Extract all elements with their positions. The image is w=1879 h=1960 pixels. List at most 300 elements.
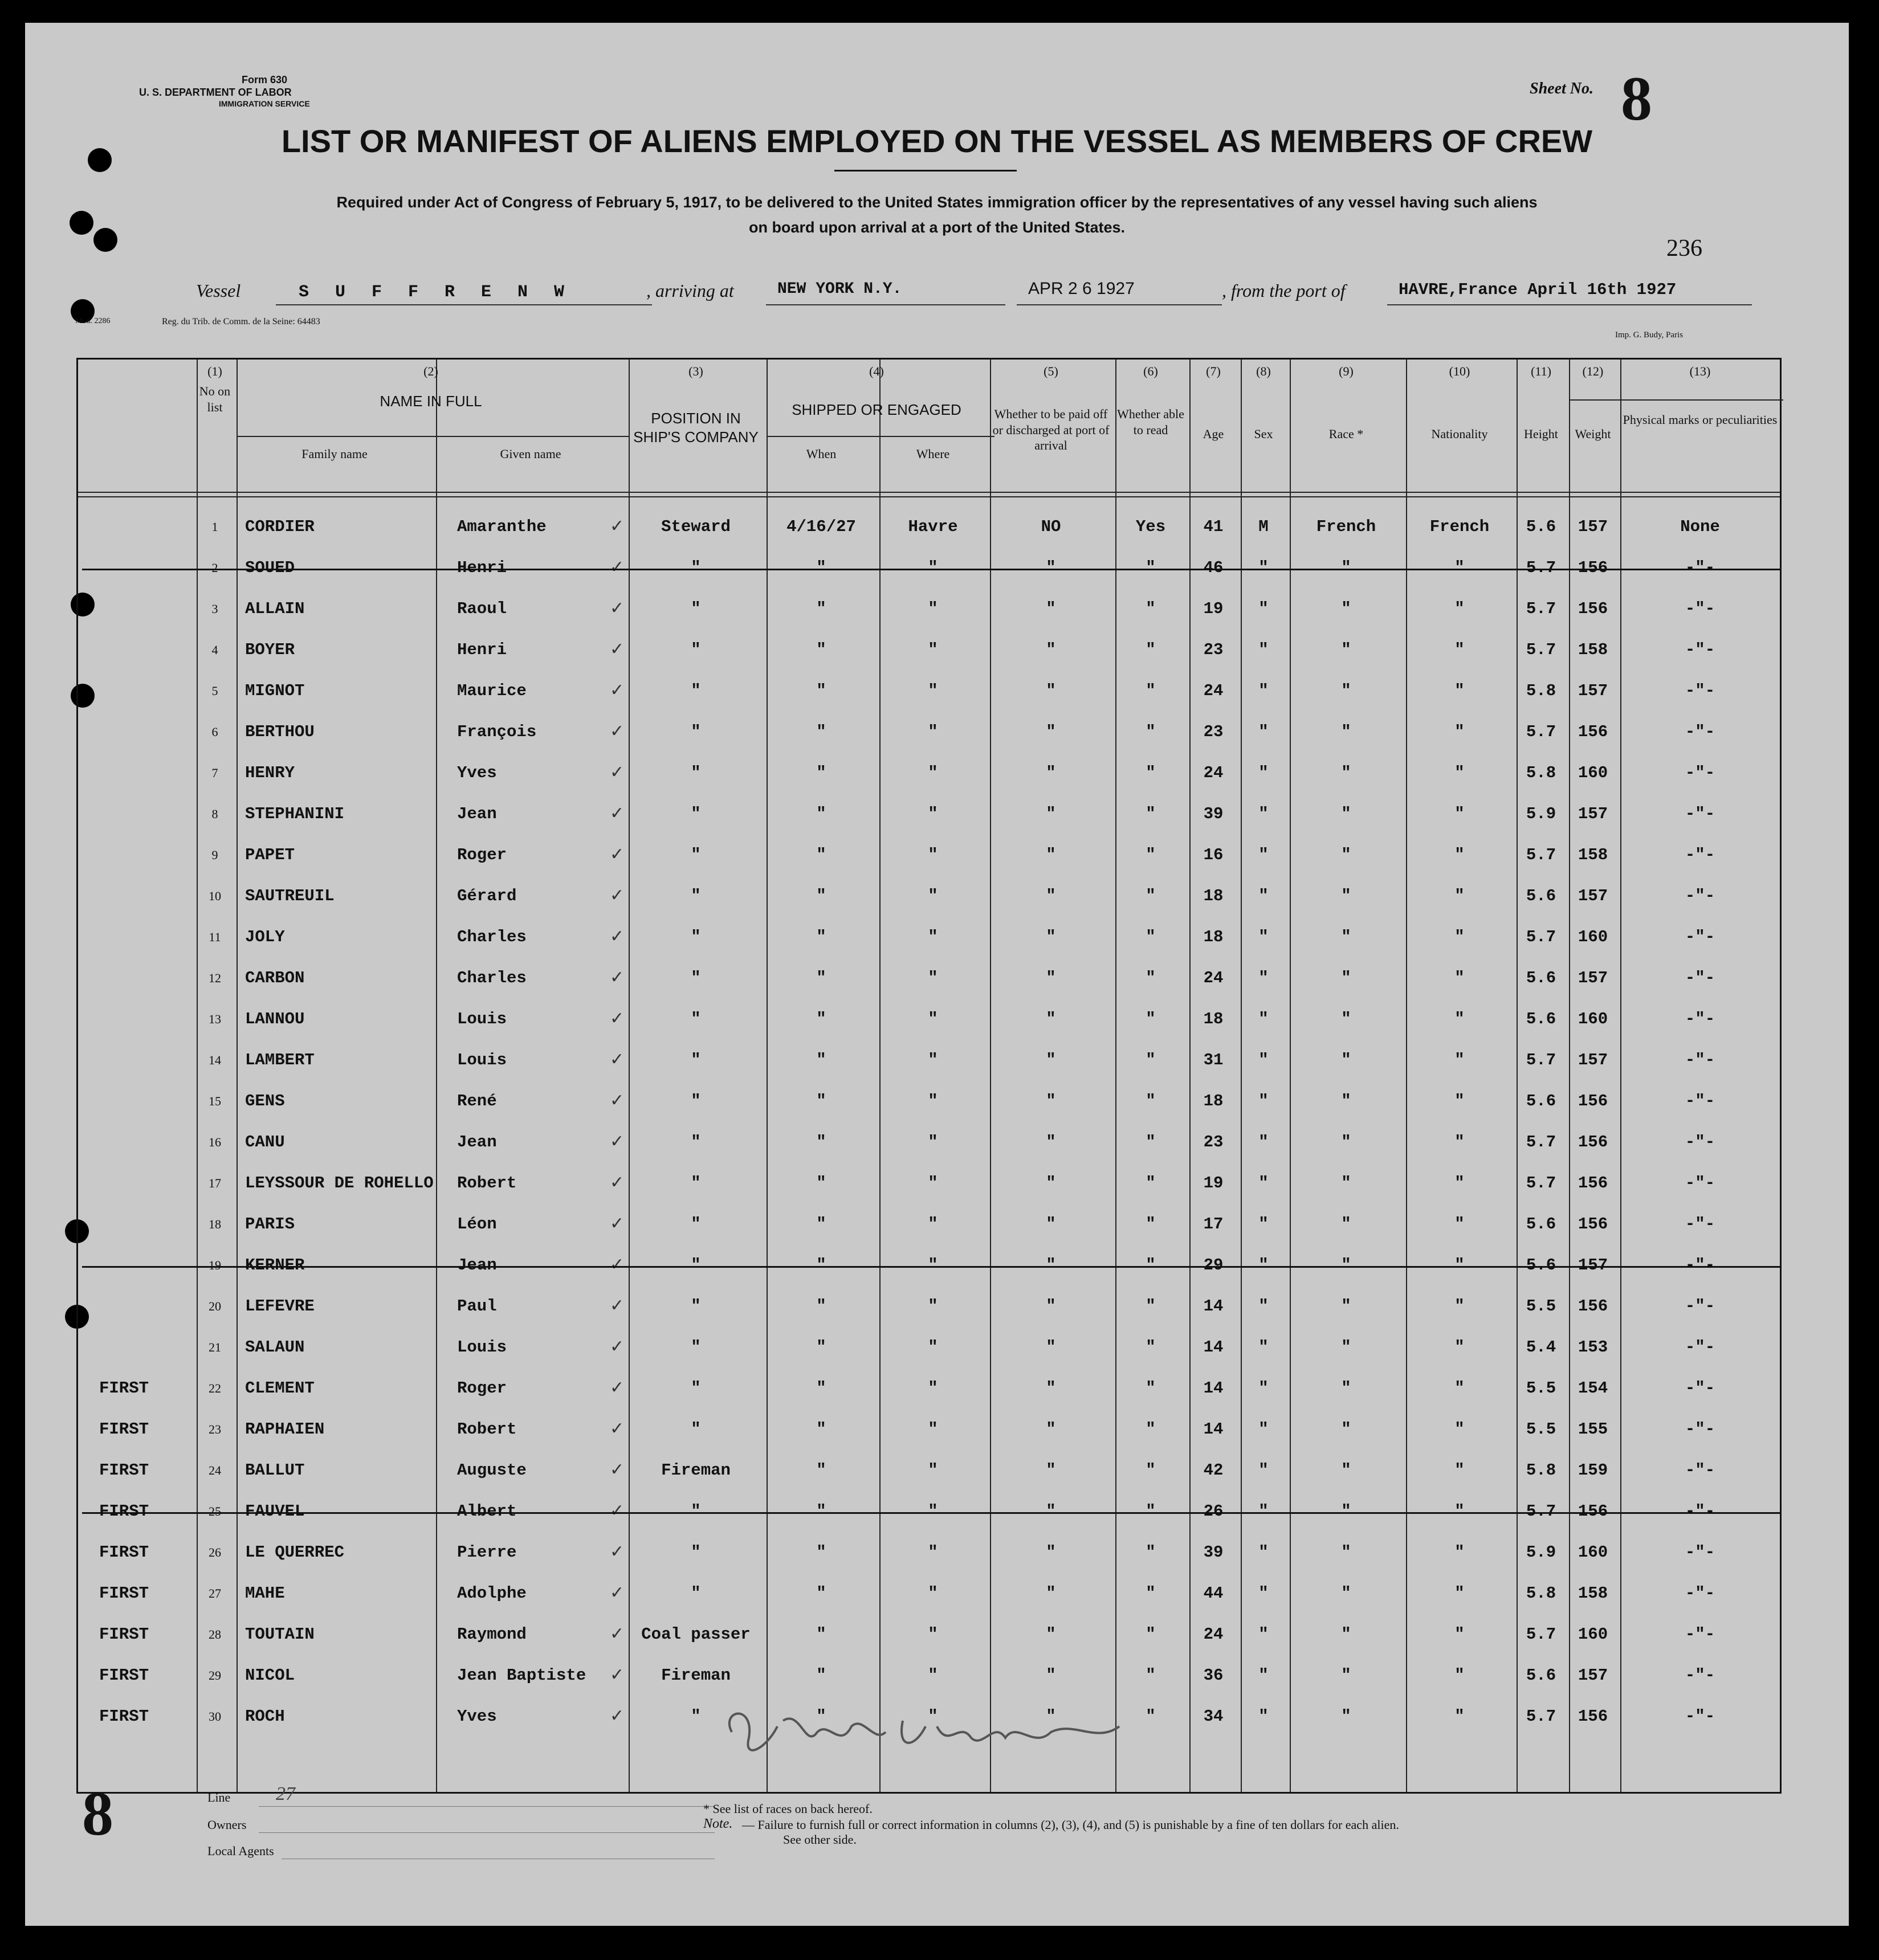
note-label: Note. bbox=[703, 1816, 733, 1831]
row-side-note: FIRST bbox=[99, 1625, 149, 1644]
row-shipped-where: " bbox=[928, 1051, 938, 1069]
row-given-name: Léon bbox=[457, 1215, 497, 1234]
row-paid-off: " bbox=[1046, 1543, 1056, 1562]
row-sex: " bbox=[1258, 1502, 1269, 1521]
row-paid-off: " bbox=[1046, 1584, 1056, 1603]
row-race: " bbox=[1341, 1625, 1351, 1644]
row-race: " bbox=[1341, 681, 1351, 700]
col1-label: No on list bbox=[199, 384, 231, 414]
row-height: 5.5 bbox=[1526, 1420, 1556, 1439]
col9-label: Race * bbox=[1328, 427, 1364, 441]
strike-through-line bbox=[82, 569, 1780, 570]
row-given-name: Yves bbox=[457, 763, 497, 782]
owners-label: Owners bbox=[207, 1818, 247, 1832]
row-weight: 157 bbox=[1578, 517, 1608, 536]
row-race: " bbox=[1341, 1379, 1351, 1398]
departure-port: HAVRE,France April 16th 1927 bbox=[1399, 280, 1677, 299]
row-side-note: FIRST bbox=[99, 1461, 149, 1480]
row-shipped-where: " bbox=[928, 558, 938, 577]
sheet-label: Sheet No. bbox=[1530, 80, 1593, 97]
row-position: " bbox=[691, 763, 701, 782]
row-physical-marks: -"- bbox=[1685, 1051, 1715, 1069]
row-sex: " bbox=[1258, 928, 1269, 946]
col2-label: NAME IN FULL bbox=[380, 393, 482, 410]
row-shipped-where: " bbox=[928, 1256, 938, 1275]
col8-label: Sex bbox=[1254, 427, 1273, 441]
row-sex: " bbox=[1258, 1092, 1269, 1110]
row-age: 23 bbox=[1203, 722, 1224, 741]
row-given-name: Pierre bbox=[457, 1543, 517, 1562]
row-number: 14 bbox=[209, 1053, 221, 1067]
row-number: 28 bbox=[209, 1627, 221, 1642]
row-nationality: " bbox=[1454, 928, 1465, 946]
row-shipped-when: " bbox=[816, 1420, 826, 1439]
row-shipped-where: " bbox=[928, 640, 938, 659]
row-nationality: " bbox=[1454, 681, 1465, 700]
row-family-name: ALLAIN bbox=[245, 599, 305, 618]
row-sex: " bbox=[1258, 1420, 1269, 1439]
row-able-to-read: " bbox=[1146, 558, 1156, 577]
row-race: " bbox=[1341, 1051, 1351, 1069]
row-able-to-read: Yes bbox=[1135, 517, 1166, 536]
strike-through-line bbox=[82, 1266, 1780, 1268]
row-position: " bbox=[691, 1297, 701, 1316]
row-age: 23 bbox=[1203, 640, 1224, 659]
row-family-name: CARBON bbox=[245, 969, 305, 987]
row-nationality: " bbox=[1454, 1051, 1465, 1069]
row-shipped-when: " bbox=[816, 1256, 826, 1275]
row-height: 5.8 bbox=[1526, 763, 1556, 782]
row-nationality: " bbox=[1454, 1092, 1465, 1110]
row-family-name: TOUTAIN bbox=[245, 1625, 315, 1644]
row-age: 24 bbox=[1203, 969, 1224, 987]
row-nationality: " bbox=[1454, 1215, 1465, 1234]
row-shipped-when: " bbox=[816, 1010, 826, 1028]
row-age: 16 bbox=[1203, 846, 1224, 864]
row-shipped-where: " bbox=[928, 1338, 938, 1357]
row-given-name: Roger bbox=[457, 1379, 507, 1398]
row-nationality: " bbox=[1454, 1338, 1465, 1357]
see-other-side: See other side. bbox=[783, 1832, 857, 1847]
row-sex: " bbox=[1258, 1707, 1269, 1726]
arrival-underline bbox=[766, 304, 1005, 305]
col5-label: Whether to be paid off or discharged at port of arrival bbox=[992, 407, 1110, 452]
col6-label: Whether able to read bbox=[1117, 407, 1184, 437]
row-physical-marks: -"- bbox=[1685, 1666, 1715, 1685]
row-nationality: " bbox=[1454, 969, 1465, 987]
arrival-date: APR 2 6 1927 bbox=[1028, 279, 1135, 298]
row-number: 10 bbox=[209, 889, 221, 903]
arrival-port: NEW YORK N.Y. bbox=[777, 280, 902, 298]
row-given-name: Louis bbox=[457, 1010, 507, 1028]
row-race: " bbox=[1341, 558, 1351, 577]
row-sex: " bbox=[1258, 1461, 1269, 1480]
row-able-to-read: " bbox=[1146, 1338, 1156, 1357]
col10-label: Nationality bbox=[1431, 427, 1488, 441]
row-given-name: Louis bbox=[457, 1338, 507, 1357]
row-given-name: Robert bbox=[457, 1420, 517, 1439]
row-nationality: " bbox=[1454, 846, 1465, 864]
row-number: 24 bbox=[209, 1463, 221, 1477]
check-mark-icon: ✓ bbox=[610, 1501, 625, 1520]
row-shipped-when: " bbox=[816, 1338, 826, 1357]
row-age: 19 bbox=[1203, 599, 1224, 618]
row-shipped-where: " bbox=[928, 1174, 938, 1193]
check-mark-icon: ✓ bbox=[610, 1706, 625, 1725]
row-paid-off: " bbox=[1046, 846, 1056, 864]
row-number: 26 bbox=[209, 1545, 221, 1559]
row-sex: " bbox=[1258, 1256, 1269, 1275]
col4-where: Where bbox=[916, 447, 950, 461]
vessel-label: Vessel bbox=[196, 280, 241, 301]
row-weight: 156 bbox=[1578, 599, 1608, 618]
row-shipped-where: " bbox=[928, 969, 938, 987]
row-nationality: " bbox=[1454, 1666, 1465, 1685]
row-shipped-where: " bbox=[928, 1625, 938, 1644]
row-given-name: Charles bbox=[457, 969, 527, 987]
row-physical-marks: -"- bbox=[1685, 1133, 1715, 1152]
row-shipped-where: " bbox=[928, 1010, 938, 1028]
row-paid-off: " bbox=[1046, 1010, 1056, 1028]
check-mark-icon: ✓ bbox=[610, 1050, 625, 1069]
row-family-name: ROCH bbox=[245, 1707, 285, 1726]
row-able-to-read: " bbox=[1146, 805, 1156, 823]
row-sex: " bbox=[1258, 1133, 1269, 1152]
row-shipped-when: " bbox=[816, 1051, 826, 1069]
row-race: " bbox=[1341, 1297, 1351, 1316]
col9-number: (9) bbox=[1339, 364, 1354, 378]
check-mark-icon: ✓ bbox=[610, 1132, 625, 1151]
row-able-to-read: " bbox=[1146, 1215, 1156, 1234]
row-height: 5.7 bbox=[1526, 722, 1556, 741]
row-shipped-when: " bbox=[816, 1666, 826, 1685]
check-mark-icon: ✓ bbox=[610, 886, 625, 905]
row-physical-marks: -"- bbox=[1685, 722, 1715, 741]
row-position: " bbox=[691, 1092, 701, 1110]
check-mark-icon: ✓ bbox=[610, 1009, 625, 1028]
row-weight: 157 bbox=[1578, 1666, 1608, 1685]
row-able-to-read: " bbox=[1146, 1707, 1156, 1726]
row-given-name: Yves bbox=[457, 1707, 497, 1726]
row-nationality: " bbox=[1454, 599, 1465, 618]
printer-name: Imp. G. Budy, Paris bbox=[1615, 330, 1684, 340]
row-age: 29 bbox=[1203, 1256, 1224, 1275]
row-weight: 156 bbox=[1578, 1502, 1608, 1521]
row-number: 22 bbox=[209, 1381, 221, 1395]
row-race: " bbox=[1341, 887, 1351, 905]
row-physical-marks: -"- bbox=[1685, 1256, 1715, 1275]
row-side-note: FIRST bbox=[99, 1666, 149, 1685]
row-height: 5.7 bbox=[1526, 1133, 1556, 1152]
row-physical-marks: -"- bbox=[1685, 1379, 1715, 1398]
row-height: 5.6 bbox=[1526, 969, 1556, 987]
row-race: " bbox=[1341, 1010, 1351, 1028]
row-shipped-when: " bbox=[816, 1461, 826, 1480]
row-nationality: " bbox=[1454, 722, 1465, 741]
row-paid-off: " bbox=[1046, 681, 1056, 700]
row-height: 5.7 bbox=[1526, 1174, 1556, 1193]
row-able-to-read: " bbox=[1146, 1010, 1156, 1028]
col12-number: (12) bbox=[1582, 364, 1604, 378]
row-nationality: French bbox=[1429, 517, 1490, 536]
row-sex: " bbox=[1258, 969, 1269, 987]
row-able-to-read: " bbox=[1146, 722, 1156, 741]
row-shipped-when: " bbox=[816, 640, 826, 659]
from-port-label: , from the port of bbox=[1222, 280, 1346, 301]
row-sex: " bbox=[1258, 722, 1269, 741]
row-age: 18 bbox=[1203, 887, 1224, 905]
department-name: U. S. DEPARTMENT OF LABOR bbox=[139, 87, 292, 98]
row-number: 1 bbox=[211, 520, 218, 534]
row-position: " bbox=[691, 599, 701, 618]
row-paid-off: " bbox=[1046, 1420, 1056, 1439]
row-weight: 157 bbox=[1578, 887, 1608, 905]
row-sex: " bbox=[1258, 1625, 1269, 1644]
row-able-to-read: " bbox=[1146, 969, 1156, 987]
row-number: 27 bbox=[209, 1586, 221, 1600]
row-weight: 157 bbox=[1578, 1256, 1608, 1275]
row-weight: 159 bbox=[1578, 1461, 1608, 1480]
row-height: 5.6 bbox=[1526, 1256, 1556, 1275]
row-position: " bbox=[691, 1338, 701, 1357]
row-age: 17 bbox=[1203, 1215, 1224, 1234]
row-height: 5.6 bbox=[1526, 1215, 1556, 1234]
row-shipped-when: " bbox=[816, 1133, 826, 1152]
row-shipped-where: " bbox=[928, 1420, 938, 1439]
row-physical-marks: -"- bbox=[1685, 1625, 1715, 1644]
row-able-to-read: " bbox=[1146, 1666, 1156, 1685]
row-shipped-where: " bbox=[928, 1092, 938, 1110]
row-given-name: Louis bbox=[457, 1051, 507, 1069]
check-mark-icon: ✓ bbox=[610, 1337, 625, 1356]
race-footnote: * See list of races on back hereof. bbox=[703, 1802, 873, 1816]
row-able-to-read: " bbox=[1146, 763, 1156, 782]
row-able-to-read: " bbox=[1146, 1543, 1156, 1562]
row-physical-marks: -"- bbox=[1685, 1461, 1715, 1480]
row-family-name: GENS bbox=[245, 1092, 285, 1110]
row-physical-marks: -"- bbox=[1685, 887, 1715, 905]
row-race: French bbox=[1316, 517, 1376, 536]
row-family-name: CLEMENT bbox=[245, 1379, 315, 1398]
row-sex: " bbox=[1258, 599, 1269, 618]
row-nationality: " bbox=[1454, 1010, 1465, 1028]
row-age: 14 bbox=[1203, 1338, 1224, 1357]
check-mark-icon: ✓ bbox=[610, 763, 625, 782]
row-physical-marks: -"- bbox=[1685, 1543, 1715, 1562]
row-nationality: " bbox=[1454, 763, 1465, 782]
col2-number: (2) bbox=[423, 364, 438, 378]
row-family-name: STEPHANINI bbox=[245, 805, 345, 823]
row-sex: " bbox=[1258, 887, 1269, 905]
row-shipped-when: " bbox=[816, 1215, 826, 1234]
row-position: " bbox=[691, 640, 701, 659]
col11-label: Height bbox=[1524, 427, 1558, 441]
row-physical-marks: -"- bbox=[1685, 558, 1715, 577]
check-mark-icon: ✓ bbox=[610, 1624, 625, 1643]
row-sex: " bbox=[1258, 1666, 1269, 1685]
row-age: 44 bbox=[1203, 1584, 1224, 1603]
subtitle-line1: Required under Act of Congress of February 5, 1917, to be delivered to the United States immigration officer by the representatives of any vessel having such aliens bbox=[336, 194, 1538, 211]
row-height: 5.9 bbox=[1526, 1543, 1556, 1562]
row-age: 18 bbox=[1203, 1010, 1224, 1028]
row-height: 5.7 bbox=[1526, 599, 1556, 618]
row-able-to-read: " bbox=[1146, 846, 1156, 864]
row-age: 24 bbox=[1203, 1625, 1224, 1644]
row-race: " bbox=[1341, 928, 1351, 946]
row-side-note: FIRST bbox=[99, 1379, 149, 1398]
row-shipped-where: " bbox=[928, 805, 938, 823]
row-shipped-when: " bbox=[816, 681, 826, 700]
row-shipped-where: " bbox=[928, 681, 938, 700]
row-shipped-where: " bbox=[928, 1707, 938, 1726]
row-given-name: Henri bbox=[457, 640, 507, 659]
row-age: 14 bbox=[1203, 1420, 1224, 1439]
row-side-note: FIRST bbox=[99, 1420, 149, 1439]
row-height: 5.7 bbox=[1526, 1625, 1556, 1644]
row-sex: " bbox=[1258, 1584, 1269, 1603]
row-shipped-when: " bbox=[816, 1543, 826, 1562]
row-weight: 156 bbox=[1578, 1174, 1608, 1193]
row-nationality: " bbox=[1454, 1584, 1465, 1603]
row-family-name: SOUED bbox=[245, 558, 295, 577]
row-age: 18 bbox=[1203, 928, 1224, 946]
row-physical-marks: -"- bbox=[1685, 1010, 1715, 1028]
row-number: 13 bbox=[209, 1012, 221, 1026]
row-height: 5.8 bbox=[1526, 681, 1556, 700]
row-shipped-where: " bbox=[928, 599, 938, 618]
row-number: 19 bbox=[209, 1258, 221, 1272]
row-weight: 157 bbox=[1578, 681, 1608, 700]
row-race: " bbox=[1341, 1338, 1351, 1357]
row-shipped-where: " bbox=[928, 928, 938, 946]
row-height: 5.7 bbox=[1526, 928, 1556, 946]
row-shipped-when: " bbox=[816, 1502, 826, 1521]
col4-when: When bbox=[806, 447, 837, 461]
row-position: Fireman bbox=[661, 1461, 731, 1480]
row-number: 15 bbox=[209, 1094, 221, 1108]
line-label: Line bbox=[207, 1790, 231, 1804]
row-nationality: " bbox=[1454, 1420, 1465, 1439]
row-able-to-read: " bbox=[1146, 1379, 1156, 1398]
row-weight: 158 bbox=[1578, 1584, 1608, 1603]
row-physical-marks: -"- bbox=[1685, 763, 1715, 782]
row-shipped-where: " bbox=[928, 887, 938, 905]
row-shipped-when: " bbox=[816, 558, 826, 577]
row-given-name: Raoul bbox=[457, 599, 507, 618]
row-race: " bbox=[1341, 1584, 1351, 1603]
row-position: " bbox=[691, 681, 701, 700]
row-paid-off: " bbox=[1046, 722, 1056, 741]
row-shipped-where: " bbox=[928, 1215, 938, 1234]
row-weight: 156 bbox=[1578, 1215, 1608, 1234]
row-given-name: Henri bbox=[457, 558, 507, 577]
row-position: Coal passer bbox=[641, 1625, 751, 1644]
row-physical-marks: -"- bbox=[1685, 805, 1715, 823]
row-shipped-when: " bbox=[816, 722, 826, 741]
row-family-name: SALAUN bbox=[245, 1338, 305, 1357]
row-shipped-when: " bbox=[816, 1297, 826, 1316]
col13-number: (13) bbox=[1689, 364, 1711, 378]
manifest-page bbox=[25, 23, 1849, 1926]
row-weight: 160 bbox=[1578, 928, 1608, 946]
row-family-name: FAUVEL bbox=[245, 1502, 305, 1521]
strike-through-line bbox=[82, 1512, 1780, 1514]
row-height: 5.6 bbox=[1526, 1010, 1556, 1028]
row-physical-marks: -"- bbox=[1685, 1215, 1715, 1234]
col6-number: (6) bbox=[1143, 364, 1158, 378]
row-shipped-when: " bbox=[816, 1174, 826, 1193]
row-height: 5.8 bbox=[1526, 1461, 1556, 1480]
row-position: " bbox=[691, 1502, 701, 1521]
row-paid-off: NO bbox=[1041, 517, 1061, 536]
row-position: " bbox=[691, 846, 701, 864]
row-paid-off: " bbox=[1046, 1297, 1056, 1316]
row-age: 31 bbox=[1203, 1051, 1224, 1069]
check-mark-icon: ✓ bbox=[610, 804, 625, 823]
row-given-name: Auguste bbox=[457, 1461, 527, 1480]
check-mark-icon: ✓ bbox=[610, 1255, 625, 1274]
row-weight: 153 bbox=[1578, 1338, 1608, 1357]
row-position: " bbox=[691, 558, 701, 577]
check-mark-icon: ✓ bbox=[610, 1173, 625, 1192]
row-able-to-read: " bbox=[1146, 1051, 1156, 1069]
row-race: " bbox=[1341, 1543, 1351, 1562]
row-nationality: " bbox=[1454, 1256, 1465, 1275]
row-position: " bbox=[691, 1215, 701, 1234]
row-given-name: Charles bbox=[457, 928, 527, 946]
check-mark-icon: ✓ bbox=[610, 517, 625, 536]
row-able-to-read: " bbox=[1146, 1502, 1156, 1521]
row-number: 12 bbox=[209, 971, 221, 985]
row-paid-off: " bbox=[1046, 805, 1056, 823]
check-mark-icon: ✓ bbox=[610, 927, 625, 946]
row-side-note: FIRST bbox=[99, 1707, 149, 1726]
col8-number: (8) bbox=[1256, 364, 1271, 378]
row-age: 46 bbox=[1203, 558, 1224, 577]
row-height: 5.7 bbox=[1526, 640, 1556, 659]
row-family-name: NICOL bbox=[245, 1666, 295, 1685]
row-given-name: René bbox=[457, 1092, 497, 1110]
row-age: 42 bbox=[1203, 1461, 1224, 1480]
row-side-note: FIRST bbox=[99, 1543, 149, 1562]
row-family-name: PARIS bbox=[245, 1215, 295, 1234]
row-physical-marks: -"- bbox=[1685, 846, 1715, 864]
inspector-signature bbox=[709, 1687, 1142, 1778]
row-sex: " bbox=[1258, 846, 1269, 864]
row-shipped-where: " bbox=[928, 1584, 938, 1603]
col10-number: (10) bbox=[1449, 364, 1470, 378]
row-paid-off: " bbox=[1046, 1666, 1056, 1685]
row-age: 18 bbox=[1203, 1092, 1224, 1110]
row-given-name: Gérard bbox=[457, 887, 517, 905]
arriving-label: , arriving at bbox=[646, 280, 734, 301]
row-paid-off: " bbox=[1046, 1502, 1056, 1521]
row-family-name: MIGNOT bbox=[245, 681, 305, 700]
row-nationality: " bbox=[1454, 1502, 1465, 1521]
row-able-to-read: " bbox=[1146, 640, 1156, 659]
row-height: 5.7 bbox=[1526, 846, 1556, 864]
col13-label: Physical marks or peculiarities bbox=[1623, 413, 1778, 427]
row-sex: " bbox=[1258, 558, 1269, 577]
row-nationality: " bbox=[1454, 1543, 1465, 1562]
row-age: 24 bbox=[1203, 681, 1224, 700]
row-physical-marks: -"- bbox=[1685, 640, 1715, 659]
row-sex: " bbox=[1258, 681, 1269, 700]
footer-sheet-number: 8 bbox=[82, 1779, 113, 1848]
line-value: 27 bbox=[276, 1783, 295, 1804]
row-race: " bbox=[1341, 1092, 1351, 1110]
row-race: " bbox=[1341, 763, 1351, 782]
